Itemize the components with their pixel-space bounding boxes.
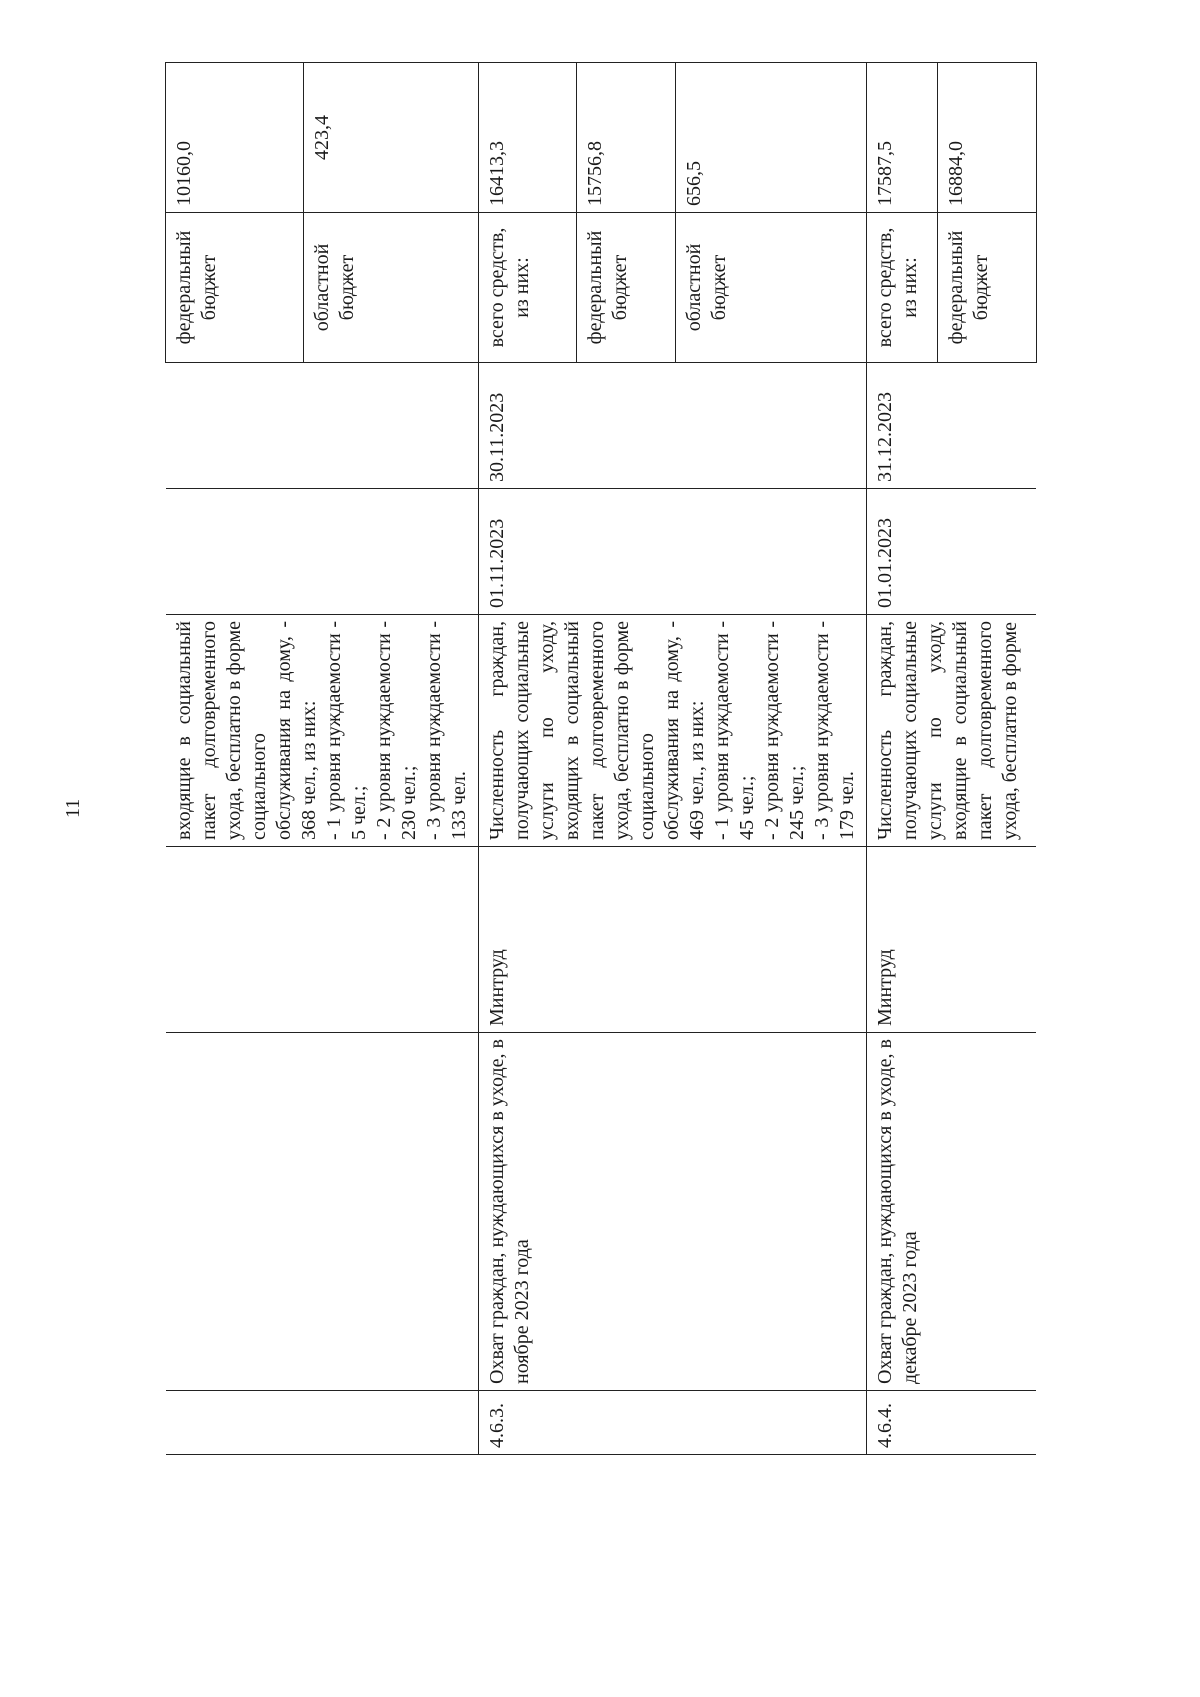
indicator-text: Численность граждан, получающих социальные услуги по уходу, входящих в социальный пакет долговременного ухода, бесплатно в форме социального обслуживания на дому, - 469 чел., из них: — [485, 621, 708, 840]
continuation-row-1 — [166, 63, 304, 1455]
level-line: - 2 уровня нуждаемости - 245 чел.; — [760, 621, 808, 840]
funding-amount: 16884,0 — [937, 63, 1036, 213]
funding-amount: 16413,3 — [478, 63, 577, 213]
table-row-4-6-4 — [866, 63, 937, 1455]
row-number: 4.6.3. — [478, 1391, 866, 1455]
level-line: - 1 уровня нуждаемости - 45 чел.; — [710, 621, 758, 840]
funding-amount: 17587,5 — [866, 63, 937, 213]
indicator-cell — [866, 615, 1036, 847]
continuation-indicator-cell — [166, 615, 479, 847]
end-date: 30.11.2023 — [478, 363, 866, 489]
continuation-indicator-text: входящие в социальный пакет долговременного ухода, бесплатно в форме социального обслуживания на дому, - 368 чел., из них: — [172, 621, 320, 840]
level-line: - 2 уровня нуждаемости - 230 чел.; — [372, 621, 420, 840]
level-line: - 1 уровня нуждаемости - 5 чел.; — [322, 621, 370, 840]
start-date: 01.11.2023 — [478, 489, 866, 615]
executor: Минтруд — [478, 847, 866, 1033]
executor: Минтруд — [866, 847, 1036, 1033]
funding-source: областной бюджет — [304, 213, 478, 363]
funding-source: всего средств, из них: — [478, 213, 577, 363]
level-line: - 3 уровня нуждаемости - 179 чел. — [810, 621, 858, 840]
measure-name: Охват граждан, нуждающихся в уходе, в декабре 2023 года — [866, 1033, 1036, 1391]
funding-source: федеральный бюджет — [166, 213, 304, 363]
table-row-4-6-3 — [478, 63, 577, 1455]
funding-source: всего средств, из них: — [866, 213, 937, 363]
level-line: - 3 уровня нуждаемости - 133 чел. — [422, 621, 470, 840]
rotated-table-wrapper — [165, 63, 1021, 1455]
indicator-text: Численность граждан, получающих социальные услуги по уходу, входящие в социальный пакет долговременного ухода, бесплатно в форме — [873, 621, 1021, 840]
measure-name: Охват граждан, нуждающихся в уходе, в ноябре 2023 года — [478, 1033, 866, 1391]
funding-amount: 10160,0 — [166, 63, 304, 213]
funding-source: федеральный бюджет — [577, 213, 676, 363]
funding-source: федеральный бюджет — [937, 213, 1036, 363]
funding-amount: 423,4 — [304, 63, 478, 213]
row-number: 4.6.4. — [866, 1391, 1036, 1455]
measures-table — [165, 62, 1037, 1455]
indicator-cell — [478, 615, 866, 847]
end-date: 31.12.2023 — [866, 363, 1036, 489]
page-number: 11 — [62, 798, 84, 818]
funding-amount: 656,5 — [676, 63, 866, 213]
start-date: 01.01.2023 — [866, 489, 1036, 615]
funding-source: областной бюджет — [676, 213, 866, 363]
funding-amount: 15756,8 — [577, 63, 676, 213]
